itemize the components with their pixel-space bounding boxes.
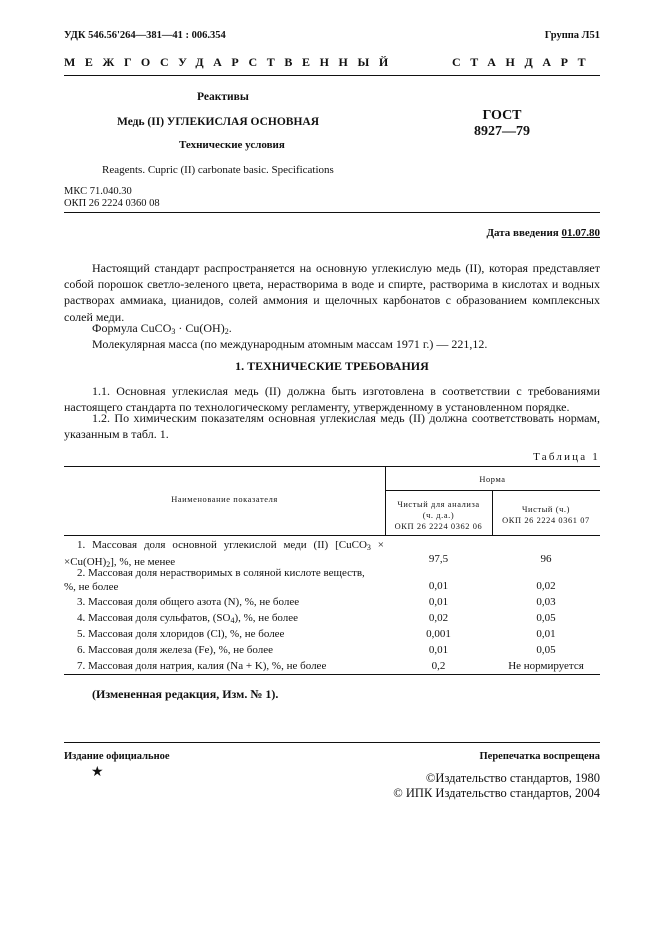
table-header-pure-analysis xyxy=(385,499,492,532)
table-header-rule xyxy=(385,490,600,491)
row-value-b: 0,03 xyxy=(536,596,556,608)
official-edition: Издание официальное xyxy=(64,751,170,762)
banner-right: СТАНДАРТ xyxy=(452,55,596,69)
molecular-mass: Молекулярная масса (по международным атомным массам 1971 г.) — 221,12. xyxy=(92,337,488,351)
row-value-b: 96 xyxy=(540,553,552,565)
row-name: 6. Массовая доля железа (Fe), %, не более xyxy=(77,644,273,656)
row-value-b: 0,02 xyxy=(536,580,556,592)
row-value-a: 97,5 xyxy=(428,553,449,565)
amended-note: (Измененная редакция, Изм. № 1). xyxy=(92,687,279,701)
header-line: Чистый (ч.) xyxy=(522,505,570,514)
table-header-bottom-rule xyxy=(64,535,600,536)
formula-sub: 2 xyxy=(224,327,229,336)
header-line: (ч. д.а.) xyxy=(422,511,455,520)
table-row xyxy=(64,566,384,594)
row-name: 5. Массовая доля хлоридов (Cl), %, не более xyxy=(77,628,285,640)
udk-code: УДК 546.56'264—381—41 : 006.354 xyxy=(64,30,226,41)
row-name-line: $\times Cu(OH)_2$], %, не менее xyxy=(64,556,176,569)
formula-sub: 3 xyxy=(171,327,176,336)
row-value-a: 0,01 xyxy=(428,580,449,592)
footer-rule xyxy=(64,742,600,743)
table-header-pure xyxy=(492,504,600,526)
table-bottom-rule xyxy=(64,674,600,675)
mks-code: МКС 71.040.30 xyxy=(64,186,132,197)
group-code: Группа Л51 xyxy=(544,30,600,41)
gost-number: 8927—79 xyxy=(474,124,530,139)
gost-label: ГОСТ xyxy=(482,108,522,123)
paragraph-1-1: 1.1. Основная углекислая медь (II) должна быть изготовлена в соответствии с требованиями настоящего стандарта по технологическому регламенту, утвержденному в установленном порядке. xyxy=(64,384,600,415)
header-line: Чистый для анализа xyxy=(397,500,480,509)
row-name: 4. Массовая доля сульфатов, $(SO_4)$, %, не более xyxy=(77,612,299,625)
formula-text: · Cu(OH) xyxy=(175,321,225,335)
intro-date-label: Дата введения xyxy=(486,227,559,239)
table-caption: Таблица 1 xyxy=(533,451,600,463)
title-subtitle: Технические условия xyxy=(179,139,285,151)
banner-left: МЕЖГОСУДАРСТВЕННЫЙ xyxy=(64,55,398,69)
okp-code: ОКП 26 2224 0360 08 xyxy=(64,198,160,209)
row-name-line: 2. Массовая доля нерастворимых в соляной кислоте веществ, xyxy=(77,567,365,579)
title-english: Reagents. Cupric (II) carbonate basic. Specifications xyxy=(102,164,334,176)
header-line: ОКП 26 2224 0361 07 xyxy=(502,516,590,525)
copyright-1980: ©Издательство стандартов, 1980 xyxy=(425,771,600,785)
table-header-name: Наименование показателя xyxy=(171,495,278,504)
intro-paragraph: Настоящий стандарт распространяется на основную углекислую медь (II), которая представляет собой порошок светло-зеленого цвета, нерастворима в воде и спирте, растворима в кислотах и водных растворах аммиака, цианидов, солей аммония и щелочных карбонатов с образованием комплексных солей меди. xyxy=(64,261,600,324)
row-value-a: 0,02 xyxy=(428,612,449,624)
paragraph-1-2: 1.2. По химическим показателям основная углекислая медь (II) должна соответствовать нормам, указанным в табл. 1. xyxy=(64,411,600,442)
row-value-b: 0,01 xyxy=(536,628,556,640)
row-value-a: 0,01 xyxy=(428,644,449,656)
row-name: 3. Массовая доля общего азота (N), %, не более xyxy=(77,596,300,608)
table-header-norm: Норма xyxy=(479,475,506,484)
codes-rule xyxy=(64,212,600,213)
intro-date-value: 01.07.80 xyxy=(561,227,600,239)
table-top-rule xyxy=(64,466,600,467)
row-name-line: 1. Массовая доля основной углекислой меди (II) [CuCO$_3$ × xyxy=(77,539,384,552)
title-reagents: Реактивы xyxy=(197,91,249,103)
row-name-line: %, не более xyxy=(64,581,119,593)
row-value-b: 0,05 xyxy=(536,612,556,624)
row-name: 7. Массовая доля натрия, калия (Na + K), %, не более xyxy=(77,660,327,672)
header-rule xyxy=(64,75,600,76)
star-icon: ★ xyxy=(91,765,104,780)
row-value-a: 0,2 xyxy=(431,660,446,672)
formula-text: . xyxy=(228,321,232,335)
title-main: Медь (II) УГЛЕКИСЛАЯ ОСНОВНАЯ xyxy=(117,116,320,128)
row-value-a: 0,01 xyxy=(428,596,449,608)
row-value-a: 0,001 xyxy=(426,628,451,640)
intro-date xyxy=(486,227,600,239)
row-value-b: Не нормируется xyxy=(508,660,584,672)
header-line: ОКП 26 2224 0362 06 xyxy=(394,522,483,531)
copyright-2004: © ИПК Издательство стандартов, 2004 xyxy=(393,786,600,800)
formula-text: Формула CuCO xyxy=(92,321,172,335)
section-heading: 1. ТЕХНИЧЕСКИЕ ТРЕБОВАНИЯ xyxy=(235,359,429,373)
reprint-notice: Перепечатка воспрещена xyxy=(479,751,600,762)
row-value-b: 0,05 xyxy=(536,644,556,656)
